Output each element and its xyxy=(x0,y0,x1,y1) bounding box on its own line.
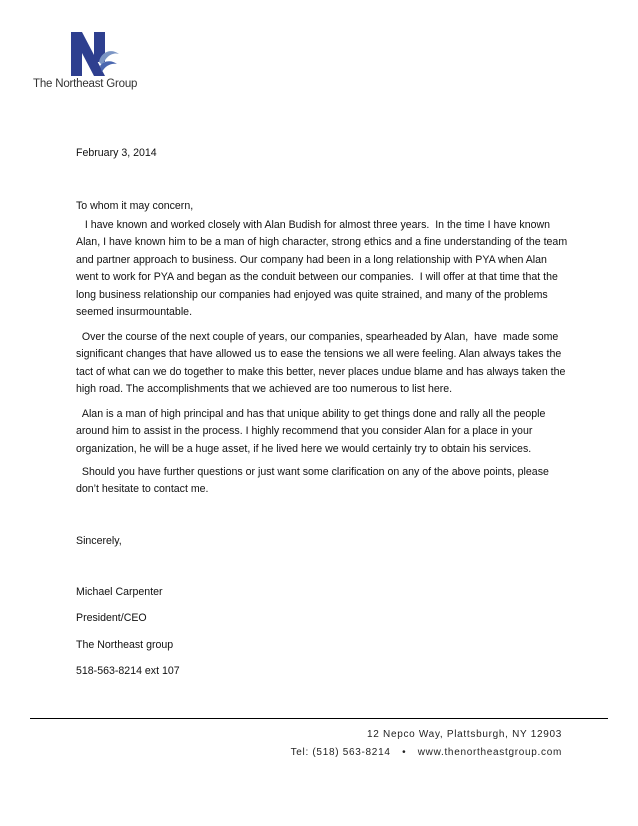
signer-phone: 518-563-8214 ext 107 xyxy=(76,665,180,677)
footer-contact xyxy=(291,747,562,758)
logo-wordmark: The Northeast Group xyxy=(33,78,138,90)
northeast-n-logo-icon xyxy=(71,32,121,76)
signer-title: President/CEO xyxy=(76,612,147,624)
body-paragraph: Over the course of the next couple of years, our companies, spearheaded by Alan, have made some significant changes that have allowed us to ease the tensions we all were feeling. Alan always takes the tact of what can we do together to make this better, never places undue blame and has always taken the high road. The accomplishments that we achieved are too numerous to list here. xyxy=(76,331,569,396)
bullet-separator-icon: • xyxy=(402,747,407,758)
footer-telephone: Tel: (518) 563-8214 xyxy=(290,747,391,758)
company-logo xyxy=(33,32,153,94)
footer-divider xyxy=(30,718,608,719)
body-paragraph: Alan is a man of high principal and has that unique ability to get things done and rally all the people around him to assist in the process. I highly recommend that you consider Alan for a place in your organization, he will be a huge asset, if he lived here we would certainly try to obtain his services. xyxy=(76,408,549,455)
salutation: To whom it may concern, xyxy=(76,200,194,212)
closing: Sincerely, xyxy=(76,535,122,547)
footer-address: 12 Nepco Way, Plattsburgh, NY 12903 xyxy=(367,729,562,740)
footer-website-link[interactable]: www.thenortheastgroup.com xyxy=(417,747,562,758)
signer-name: Michael Carpenter xyxy=(76,586,163,598)
body-paragraph: I have known and worked closely with Alan Budish for almost three years. In the time I have known Alan, I have known him to be a man of high character, strong ethics and a fine understanding of the team and partner approach to business. Our company had been in a long relationship with PYA when Alan went to work for PYA and began as the conduit between our companies. I will offer at that time that the long business relationship our companies had enjoyed was quite strained, and many of the problems seemed insurmountable. xyxy=(76,219,571,319)
body-paragraph: Should you have further questions or just want some clarification on any of the above points, please don’t hesitate to contact me. xyxy=(76,466,552,496)
signer-company: The Northeast group xyxy=(76,639,174,651)
letter-date: February 3, 2014 xyxy=(76,147,157,159)
